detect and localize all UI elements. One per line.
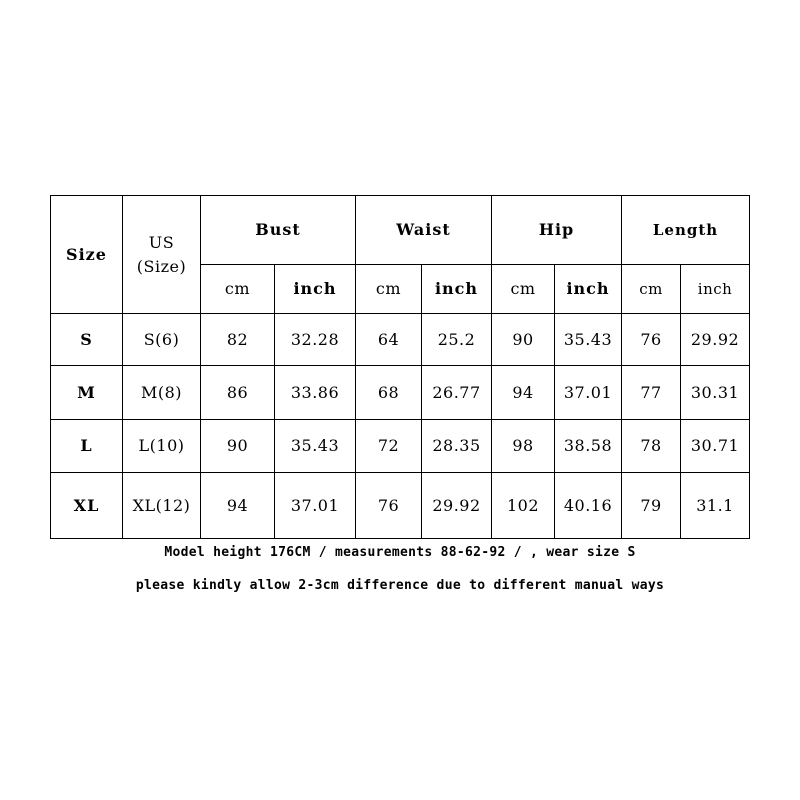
header-length: Length	[622, 196, 750, 265]
bust-cm-cell: 90	[201, 420, 275, 473]
size-cell: M	[51, 366, 123, 420]
header-us-label: US	[148, 232, 175, 252]
hip-inch-cell: 40.16	[555, 473, 622, 539]
difference-note: please kindly allow 2-3cm difference due to different manual ways	[135, 578, 665, 593]
unit-waist-cm: cm	[356, 265, 422, 314]
waist-inch-cell: 26.77	[422, 366, 492, 420]
length-cm-cell: 77	[622, 366, 681, 420]
length-inch-cell: 30.71	[681, 420, 750, 473]
unit-length-inch: inch	[681, 265, 750, 314]
us-size-cell: M(8)	[123, 366, 201, 420]
hip-cm-cell: 90	[492, 314, 555, 366]
length-inch-cell: 29.92	[681, 314, 750, 366]
hip-inch-cell: 35.43	[555, 314, 622, 366]
bust-cm-cell: 82	[201, 314, 275, 366]
size-cell: S	[51, 314, 123, 366]
unit-length-cm: cm	[622, 265, 681, 314]
header-us-size	[123, 196, 201, 314]
us-size-cell: L(10)	[123, 420, 201, 473]
length-cm-cell: 76	[622, 314, 681, 366]
waist-cm-cell: 68	[356, 366, 422, 420]
table-row	[51, 420, 750, 473]
unit-bust-cm: cm	[201, 265, 275, 314]
hip-cm-cell: 94	[492, 366, 555, 420]
length-cm-cell: 79	[622, 473, 681, 539]
header-row-groups	[51, 196, 750, 265]
bust-cm-cell: 86	[201, 366, 275, 420]
header-bust: Bust	[201, 196, 356, 265]
size-chart-table	[50, 195, 750, 539]
header-waist: Waist	[356, 196, 492, 265]
hip-cm-cell: 98	[492, 420, 555, 473]
length-cm-cell: 78	[622, 420, 681, 473]
waist-inch-cell: 29.92	[422, 473, 492, 539]
bust-cm-cell: 94	[201, 473, 275, 539]
hip-inch-cell: 37.01	[555, 366, 622, 420]
bust-inch-cell: 35.43	[275, 420, 356, 473]
table-row	[51, 366, 750, 420]
header-size: Size	[51, 196, 123, 314]
header-us-size-label: (Size)	[136, 256, 187, 276]
waist-cm-cell: 72	[356, 420, 422, 473]
length-inch-cell: 31.1	[681, 473, 750, 539]
bust-inch-cell: 37.01	[275, 473, 356, 539]
waist-cm-cell: 76	[356, 473, 422, 539]
size-cell: L	[51, 420, 123, 473]
us-size-cell: XL(12)	[123, 473, 201, 539]
size-cell: XL	[51, 473, 123, 539]
bust-inch-cell: 32.28	[275, 314, 356, 366]
unit-hip-cm: cm	[492, 265, 555, 314]
hip-cm-cell: 102	[492, 473, 555, 539]
table-row	[51, 473, 750, 539]
us-size-cell: S(6)	[123, 314, 201, 366]
model-note: Model height 176CM / measurements 88-62-92 / , wear size S	[164, 545, 636, 560]
bust-inch-cell: 33.86	[275, 366, 356, 420]
length-inch-cell: 30.31	[681, 366, 750, 420]
table-row	[51, 314, 750, 366]
header-hip: Hip	[492, 196, 622, 265]
hip-inch-cell: 38.58	[555, 420, 622, 473]
unit-waist-inch: inch	[422, 265, 492, 314]
waist-inch-cell: 25.2	[422, 314, 492, 366]
waist-inch-cell: 28.35	[422, 420, 492, 473]
unit-bust-inch: inch	[275, 265, 356, 314]
unit-hip-inch: inch	[555, 265, 622, 314]
waist-cm-cell: 64	[356, 314, 422, 366]
